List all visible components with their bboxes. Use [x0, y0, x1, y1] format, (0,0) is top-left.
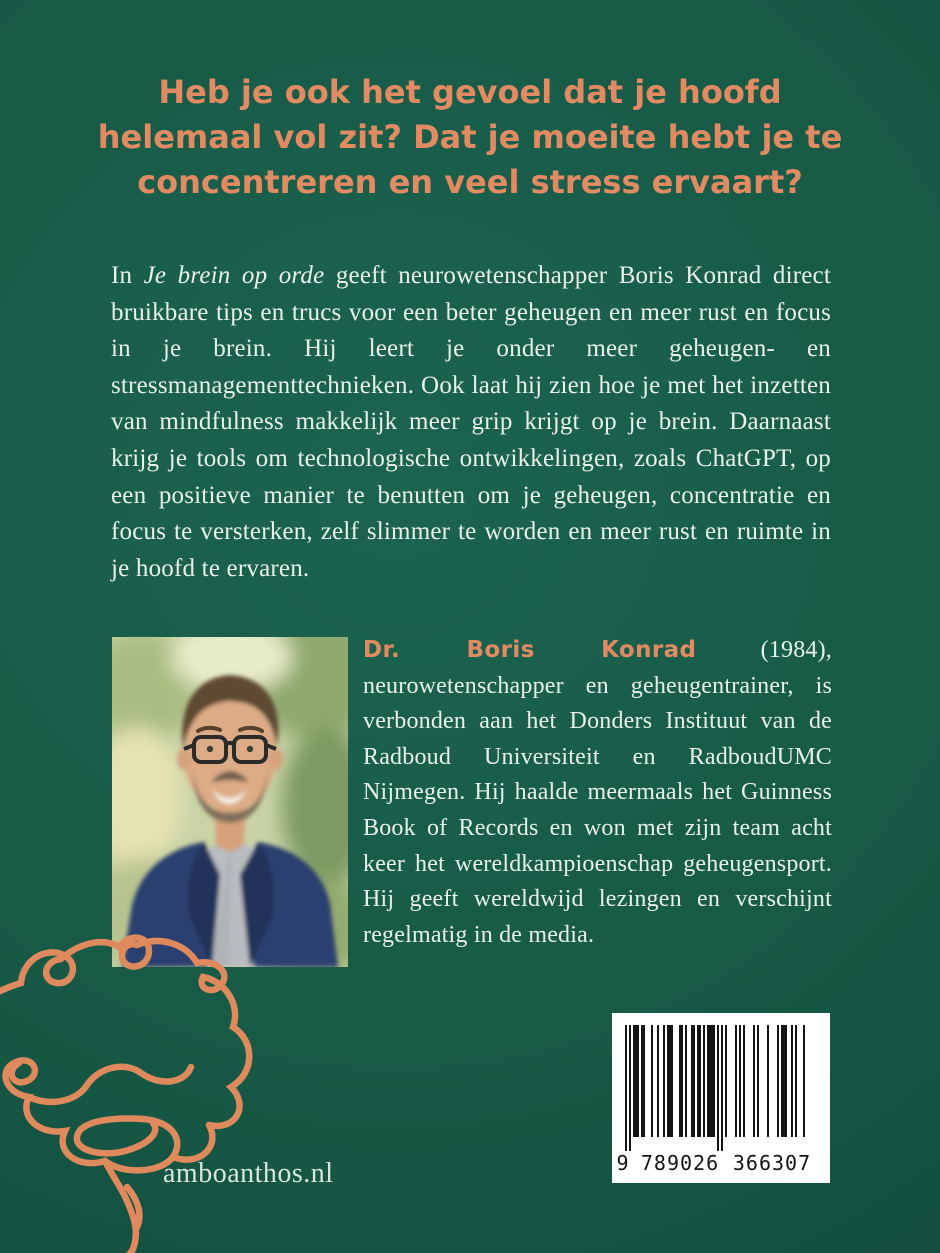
author-portrait-illustration [112, 637, 348, 967]
barcode-digit-group: 9 [616, 1151, 630, 1175]
blurb-paragraph [111, 258, 831, 587]
brain-doodle-graphic [0, 925, 280, 1253]
tagline-line: concentreren en veel stress ervaart? [137, 163, 803, 201]
tagline-line: helemaal vol zit? Dat je moeite hebt je te [97, 118, 843, 156]
barcode-digits [612, 1149, 830, 1177]
publisher-url: amboanthos.nl [163, 1158, 334, 1189]
author-name: Dr. Boris Konrad [363, 637, 697, 663]
author-photo [112, 637, 348, 967]
cover-tagline [60, 70, 880, 205]
barcode-bars [625, 1025, 817, 1157]
bio-text: (1984), neurowetenschapper en geheugentrainer, is verbonden aan het Donders Instituut van de Radboud Universiteit en RadboudUMC Nijmegen. Hij haalde meermaals het Guinness Book of Records en won met zijn team acht keer het wereldkampioenschap geheugensport. Hij geeft wereldwijd lezingen en verschijnt regelmatig in de media. [363, 637, 832, 948]
ean13-barcode [612, 1013, 830, 1183]
tagline-line: Heb je ook het gevoel dat je hoofd [158, 73, 782, 111]
barcode-digit-group: 789026 [640, 1151, 720, 1175]
blurb-text: geeft neurowetenschapper Boris Konrad direct bruikbare tips en trucs voor een beter geheugen en meer rust en focus in je brein. Hij leert je onder meer geheugen- en stressmanagementtechnieken. Ook laat hij zien hoe je met het inzetten van mindfulness makkelijk meer grip krijgt op je brein. Daarnaast krijg je tools om technologische ontwikkelingen, zoals ChatGPT, op een positieve manier te benutten om je geheugen, concentratie en focus te versterken, zelf slimmer te worden en meer rust en ruimte in je hoofd te ervaren. [111, 262, 831, 582]
barcode-digit-group: 366307 [732, 1151, 812, 1175]
book-title-italic: Je brein op orde [143, 262, 325, 289]
blurb-prefix: In [111, 262, 144, 289]
author-bio [363, 633, 832, 953]
